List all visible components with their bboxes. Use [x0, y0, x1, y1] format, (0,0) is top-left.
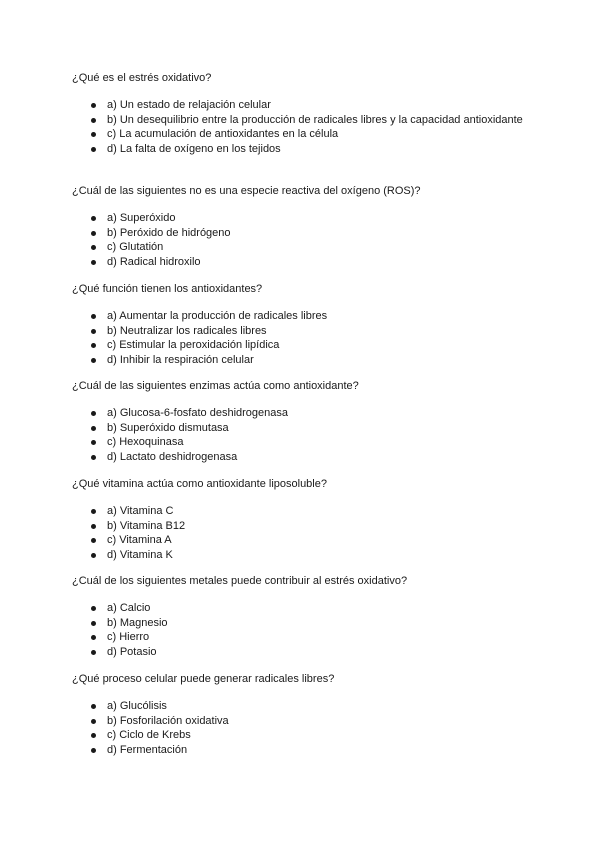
options-list [72, 309, 528, 368]
question-text: ¿Cuál de los siguientes metales puede contribuir al estrés oxidativo? [72, 575, 408, 587]
options-list [72, 601, 528, 660]
question-block [72, 282, 528, 368]
question-block [72, 672, 528, 758]
option-item: d) Inhibir la respiración celular [72, 353, 528, 368]
option-item: d) Vitamina K [72, 548, 528, 563]
option-item: c) Hexoquinasa [72, 435, 528, 450]
option-item: b) Superóxido dismutasa [72, 421, 528, 436]
question-block [72, 379, 528, 465]
option-item: b) Peróxido de hidrógeno [72, 226, 528, 241]
options-list [72, 699, 528, 758]
option-item: b) Neutralizar los radicales libres [72, 324, 528, 339]
question-block [72, 71, 528, 157]
question-block [72, 477, 528, 563]
option-item: d) Potasio [72, 645, 528, 660]
option-item: a) Aumentar la producción de radicales libres [72, 309, 528, 324]
option-item: d) Lactato deshidrogenasa [72, 450, 528, 465]
option-item: c) La acumulación de antioxidantes en la célula [72, 127, 528, 142]
option-item: c) Glutatión [72, 240, 528, 255]
option-item: a) Glucosa-6-fosfato deshidrogenasa [72, 406, 528, 421]
question-text: ¿Qué función tienen los antioxidantes? [72, 283, 263, 295]
option-item: b) Un desequilibrio entre la producción de radicales libres y la capacidad antioxidante [72, 113, 528, 128]
question-block [72, 574, 528, 660]
option-item: a) Calcio [72, 601, 528, 616]
option-item: a) Vitamina C [72, 504, 528, 519]
options-list [72, 98, 528, 157]
option-item: a) Un estado de relajación celular [72, 98, 528, 113]
option-item: d) Fermentación [72, 743, 528, 758]
question-block [72, 184, 528, 270]
option-item: b) Vitamina B12 [72, 519, 528, 534]
option-item: a) Superóxido [72, 211, 528, 226]
option-item: d) Radical hidroxilo [72, 255, 528, 270]
question-text: ¿Qué proceso celular puede generar radicales libres? [72, 673, 335, 685]
question-text: ¿Qué vitamina actúa como antioxidante liposoluble? [72, 478, 327, 490]
option-item: c) Vitamina A [72, 533, 528, 548]
option-item: d) La falta de oxígeno en los tejidos [72, 142, 528, 157]
option-item: c) Ciclo de Krebs [72, 728, 528, 743]
options-list [72, 211, 528, 270]
question-text: ¿Qué es el estrés oxidativo? [72, 72, 212, 84]
question-text: ¿Cuál de las siguientes enzimas actúa como antioxidante? [72, 380, 359, 392]
option-item: b) Magnesio [72, 616, 528, 631]
options-list [72, 504, 528, 563]
option-item: c) Hierro [72, 630, 528, 645]
options-list [72, 406, 528, 465]
question-text: ¿Cuál de las siguientes no es una especie reactiva del oxígeno (ROS)? [72, 185, 421, 197]
option-item: c) Estimular la peroxidación lipídica [72, 338, 528, 353]
option-item: a) Glucólisis [72, 699, 528, 714]
option-item: b) Fosforilación oxidativa [72, 714, 528, 729]
